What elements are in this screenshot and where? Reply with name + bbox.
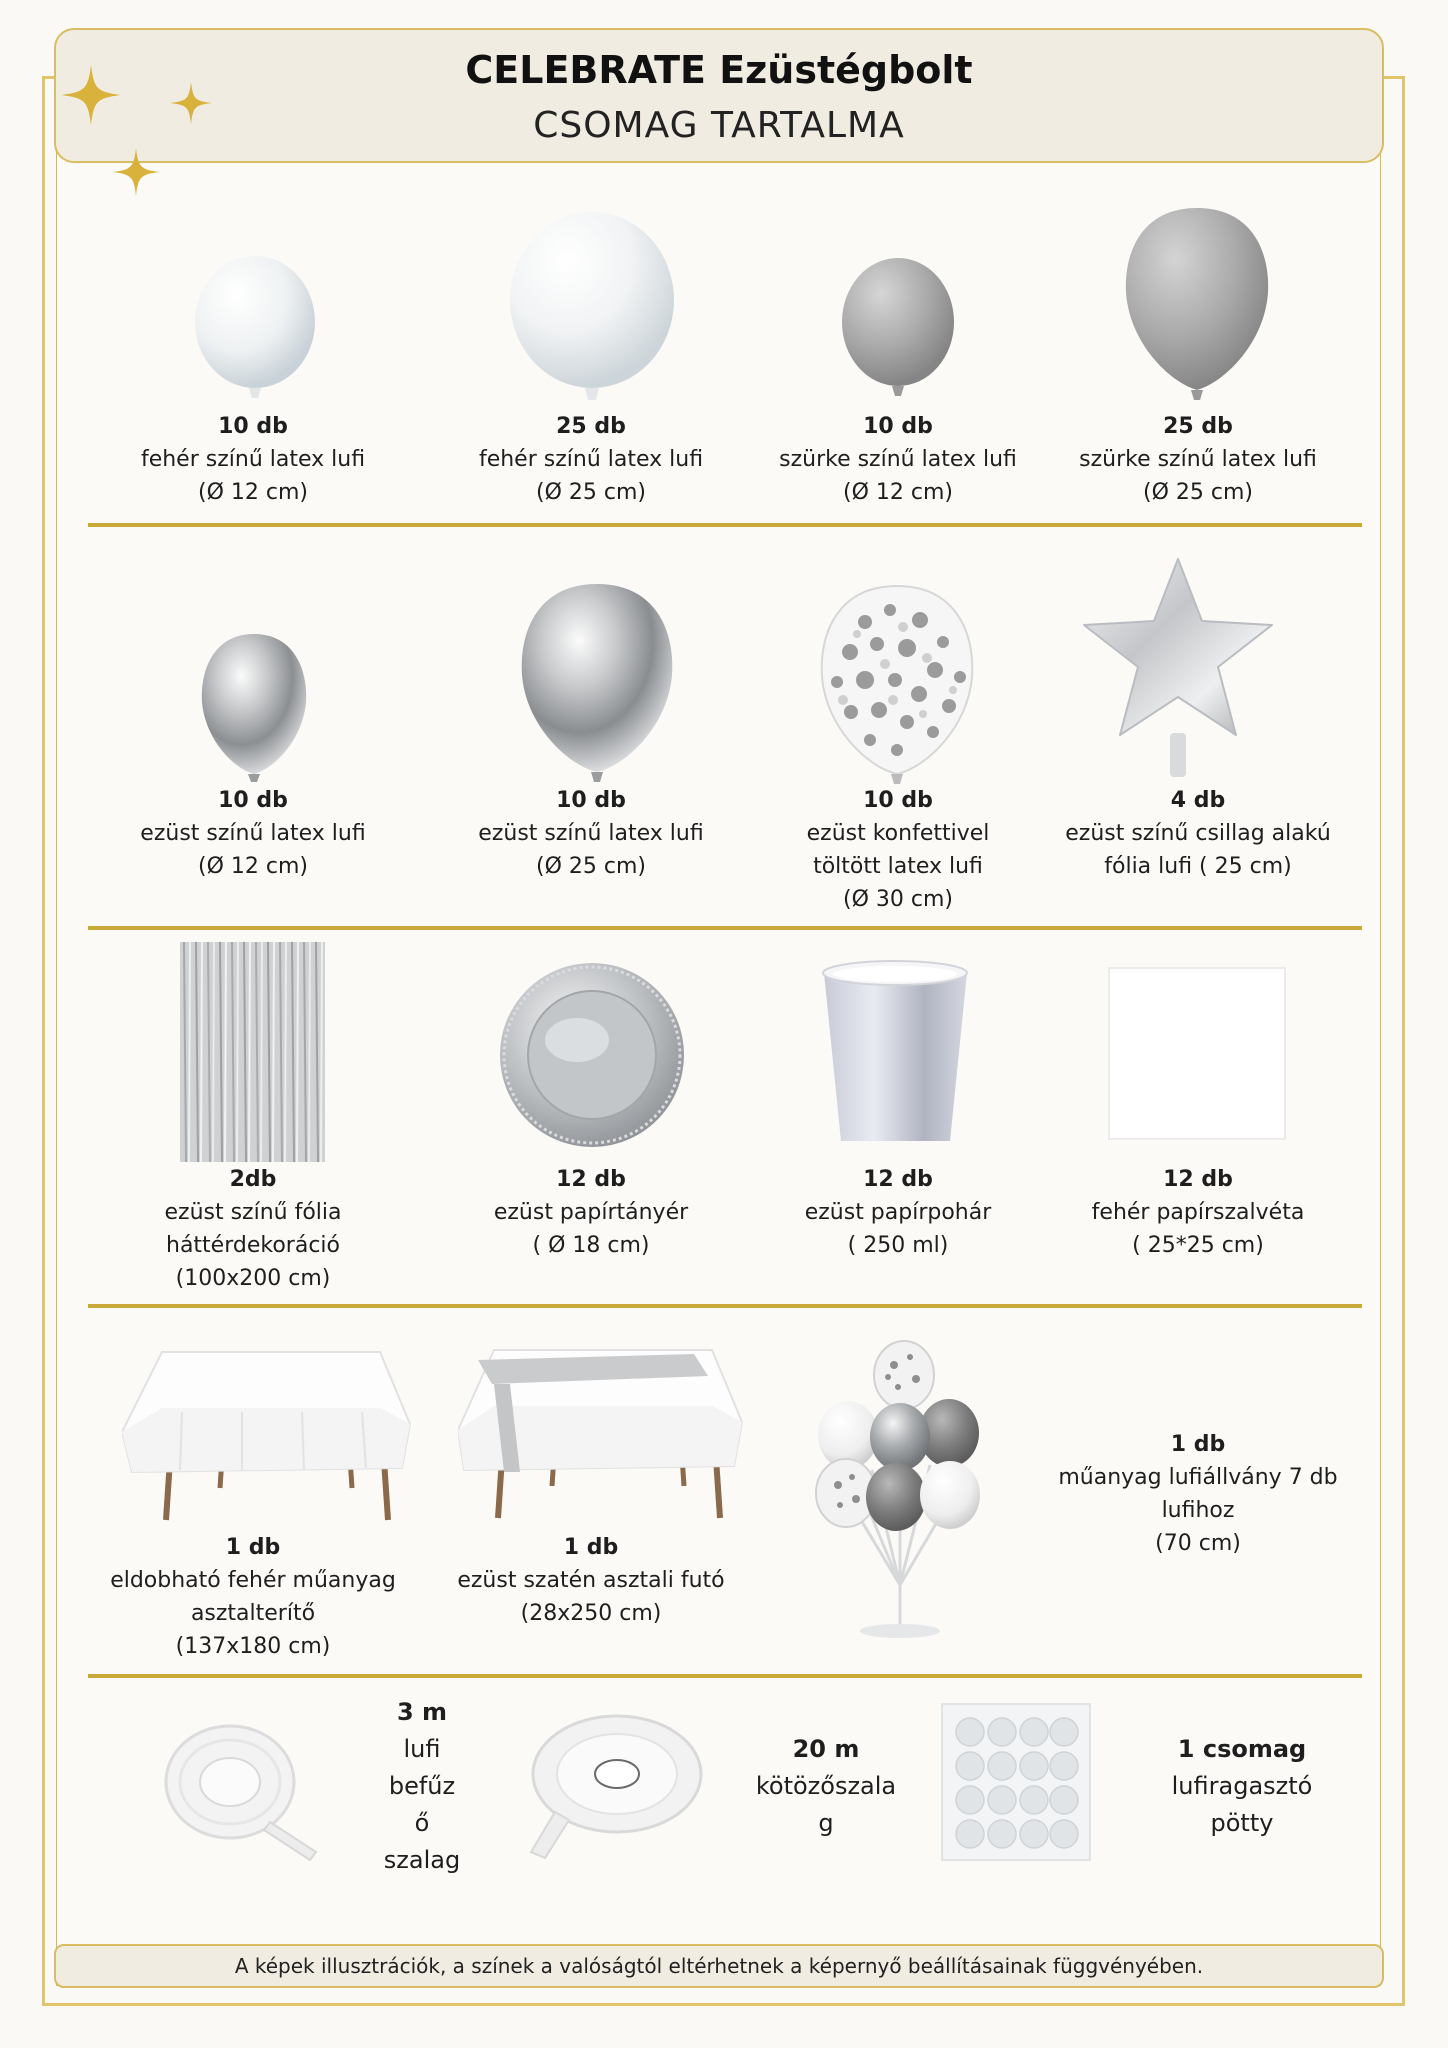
item-name: asztalterítő — [190, 1601, 316, 1626]
item-count: 10 db — [218, 788, 288, 813]
item-count: 10 db — [863, 788, 933, 813]
item-size: ( Ø 18 cm) — [532, 1233, 650, 1258]
item-name: befűz — [388, 1772, 456, 1800]
item-name: ezüst papírpohár — [804, 1200, 992, 1225]
paper-cup-image — [818, 955, 973, 1145]
item-name: szalag — [383, 1846, 461, 1874]
item-paper-cup — [748, 1163, 1048, 1262]
disclaimer-text: A képek illusztrációk, a színek a valóságtól eltérhetnek a képernyő beállításainak függvényében. — [234, 1954, 1204, 1978]
glue-dots-image — [940, 1702, 1092, 1862]
item-name: kötözőszala — [755, 1772, 897, 1800]
item-size: ( 25*25 cm) — [1132, 1233, 1264, 1258]
item-name: ezüst papírtányér — [493, 1200, 689, 1225]
item-name: lufi — [403, 1735, 441, 1763]
item-count: 1 db — [1170, 1432, 1226, 1457]
item-foil-curtain — [103, 1163, 403, 1295]
item-curling-ribbon — [362, 1694, 482, 1879]
item-size: (137x180 cm) — [175, 1634, 331, 1659]
sparkle-icon — [168, 80, 214, 126]
item-name: szürke színű latex lufi — [1079, 447, 1317, 472]
white-balloon-small-image — [190, 252, 320, 412]
item-confetti-balloon — [748, 784, 1048, 916]
item-name: pötty — [1210, 1809, 1274, 1837]
sparkle-icon — [110, 146, 162, 198]
curling-ribbon-image — [160, 1712, 320, 1862]
item-size: (Ø 25 cm) — [536, 480, 646, 505]
disclaimer-footer — [54, 1944, 1384, 1988]
item-name: ő — [414, 1809, 430, 1837]
white-napkin-image — [1107, 966, 1287, 1141]
item-count: 12 db — [556, 1167, 626, 1192]
item-napkin — [1048, 1163, 1348, 1262]
item-star-foil-balloon — [1048, 784, 1348, 883]
item-size: (Ø 30 cm) — [843, 887, 953, 912]
item-size: (28x250 cm) — [520, 1601, 662, 1626]
item-balloon-stand — [1048, 1428, 1348, 1560]
item-silver-balloon-12 — [103, 784, 403, 883]
item-count: 25 db — [1163, 414, 1233, 439]
item-grey-balloon-12 — [748, 410, 1048, 509]
row-divider — [88, 1304, 1362, 1308]
row-divider — [88, 926, 1362, 930]
item-name: ezüst konfettivel — [806, 821, 990, 846]
item-count: 1 csomag — [1177, 1735, 1307, 1763]
item-name: háttérdekoráció — [166, 1233, 340, 1258]
foil-curtain-image — [180, 942, 325, 1162]
white-balloon-large-image — [505, 208, 680, 418]
item-size: (70 cm) — [1155, 1531, 1241, 1556]
item-table-runner — [441, 1531, 741, 1630]
item-name: szürke színű latex lufi — [779, 447, 1017, 472]
table-runner-image — [458, 1346, 748, 1526]
item-glue-dots — [1142, 1731, 1342, 1842]
star-foil-balloon-image — [1078, 555, 1278, 785]
item-count: 3 m — [396, 1698, 448, 1726]
ribbon-spool-image — [525, 1712, 705, 1862]
grey-balloon-large-image — [1120, 202, 1275, 407]
balloon-stand-image — [812, 1335, 987, 1640]
item-name: ezüst színű latex lufi — [140, 821, 366, 846]
grey-balloon-small-image — [838, 254, 958, 409]
sparkle-icon — [58, 62, 124, 128]
item-count: 10 db — [218, 414, 288, 439]
item-size: (Ø 12 cm) — [198, 854, 308, 879]
white-tablecloth-image — [122, 1348, 412, 1528]
item-size: (100x200 cm) — [175, 1266, 331, 1291]
item-count: 2db — [229, 1167, 277, 1192]
item-size: (Ø 25 cm) — [1143, 480, 1253, 505]
item-ribbon-spool — [742, 1731, 910, 1842]
item-count: 4 db — [1170, 788, 1226, 813]
item-name: ezüst színű fólia — [164, 1200, 342, 1225]
item-count: 1 db — [563, 1535, 619, 1560]
item-name: g — [818, 1809, 834, 1837]
confetti-balloon-image — [815, 582, 980, 787]
item-silver-balloon-25 — [441, 784, 741, 883]
item-name: fehér papírszalvéta — [1091, 1200, 1305, 1225]
silver-balloon-small-image — [196, 630, 312, 785]
item-white-balloon-25 — [441, 410, 741, 509]
item-name: műanyag lufiállvány 7 db — [1058, 1465, 1338, 1490]
page-subtitle: CSOMAG TARTALMA — [533, 105, 905, 146]
item-name: lufiragasztó — [1171, 1772, 1313, 1800]
item-name: ezüst színű latex lufi — [478, 821, 704, 846]
item-name: ezüst szatén asztali futó — [457, 1568, 725, 1593]
row-divider — [88, 523, 1362, 527]
item-size: ( 250 ml) — [847, 1233, 949, 1258]
item-count: 12 db — [1163, 1167, 1233, 1192]
item-count: 12 db — [863, 1167, 933, 1192]
item-paper-plate — [441, 1163, 741, 1262]
item-count: 10 db — [556, 788, 626, 813]
item-count: 20 m — [792, 1735, 860, 1763]
item-grey-balloon-25 — [1048, 410, 1348, 509]
item-name: fehér színű latex lufi — [140, 447, 366, 472]
item-size: (Ø 12 cm) — [198, 480, 308, 505]
paper-plate-image — [497, 960, 687, 1150]
item-white-balloon-12 — [103, 410, 403, 509]
item-size: (Ø 25 cm) — [536, 854, 646, 879]
row-divider — [88, 1674, 1362, 1678]
item-name: fehér színű latex lufi — [478, 447, 704, 472]
item-name: ezüst színű csillag alakú — [1065, 821, 1331, 846]
item-count: 10 db — [863, 414, 933, 439]
item-count: 25 db — [556, 414, 626, 439]
item-size: (Ø 12 cm) — [843, 480, 953, 505]
item-count: 1 db — [225, 1535, 281, 1560]
page-title: CELEBRATE Ezüstégbolt — [465, 48, 973, 92]
item-tablecloth — [103, 1531, 403, 1663]
header-box — [54, 28, 1384, 163]
item-name: töltött latex lufi — [813, 854, 983, 879]
item-size: fólia lufi ( 25 cm) — [1104, 854, 1292, 879]
item-name: lufihoz — [1161, 1498, 1235, 1523]
item-name: eldobható fehér műanyag — [110, 1568, 396, 1593]
silver-balloon-large-image — [515, 580, 680, 785]
